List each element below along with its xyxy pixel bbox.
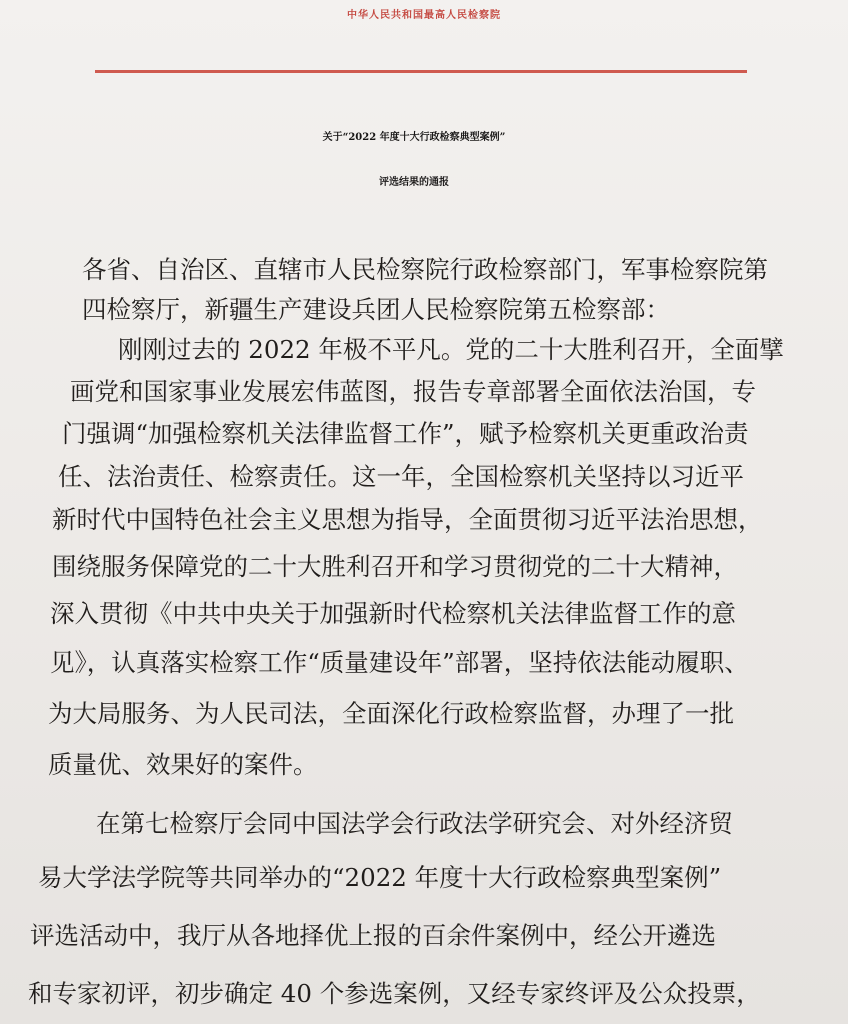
letterhead-divider — [95, 70, 747, 73]
body-line: 在第七检察厅会同中国法学会行政法学研究会、对外经济贸 — [96, 809, 733, 838]
body-line: 围绕服务保障党的二十大胜利召开和学习贯彻党的二十大精神， — [52, 552, 738, 581]
letterhead-title: 中华人民共和国最高人民检察院 — [347, 10, 501, 21]
body-line: 评选活动中，我厅从各地择优上报的百余件案例中，经公开遴选 — [30, 921, 716, 950]
body-line: 和专家初评，初步确定 40 个参选案例，又经专家终评及公众投票， — [28, 979, 761, 1008]
body-line: 门强调“加强检察机关法律监督工作”，赋予检察机关更重政治责 — [62, 419, 749, 448]
body-line: 画党和国家事业发展宏伟蓝图，报告专章部署全面依法治国，专 — [70, 377, 756, 406]
body-line: 质量优、效果好的案件。 — [48, 750, 318, 779]
body-line: 易大学法学院等共同举办的“2022 年度十大行政检察典型案例” — [38, 863, 722, 892]
notice-title-line-2: 评选结果的通报 — [379, 177, 449, 188]
body-line: 深入贯彻《中共中央关于加强新时代检察机关法律监督工作的意 — [50, 599, 736, 628]
body-line: 任、法治责任、检察责任。这一年，全国检察机关坚持以习近平 — [58, 462, 744, 491]
notice-title-line-1: 关于“2022 年度十大行政检察典型案例” — [322, 132, 506, 143]
body-line: 见》，认真落实检察工作“质量建设年”部署，坚持依法能动履职、 — [50, 648, 749, 677]
body-line: 为大局服务、为人民司法，全面深化行政检察监督，办理了一批 — [48, 699, 734, 728]
body-line: 刚刚过去的 2022 年极不平凡。党的二十大胜利召开，全面擘 — [118, 335, 784, 364]
body-line: 新时代中国特色社会主义思想为指导，全面贯彻习近平法治思想， — [52, 505, 763, 534]
body-line: 各省、自治区、直辖市人民检察院行政检察部门，军事检察院第 — [82, 255, 768, 284]
body-line: 四检察厅，新疆生产建设兵团人民检察院第五检察部： — [82, 295, 670, 324]
